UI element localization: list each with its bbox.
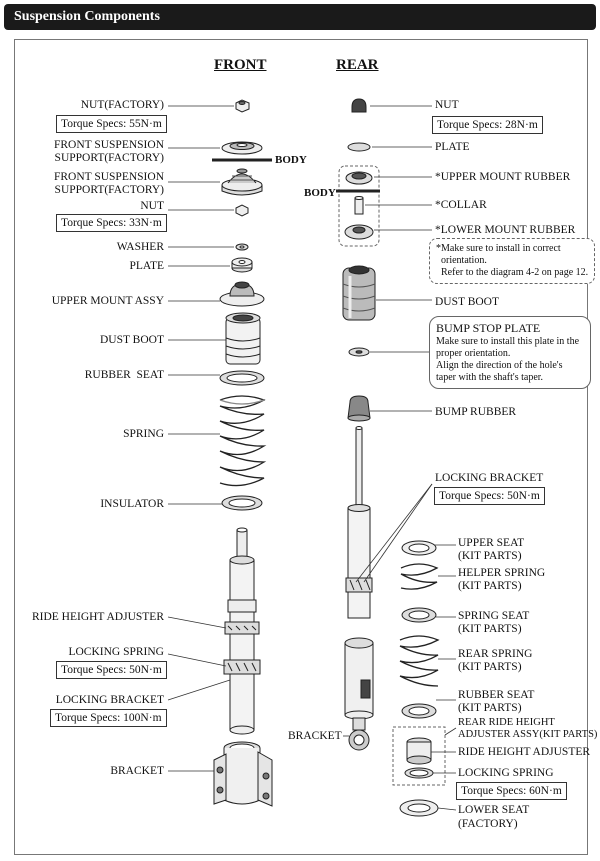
rear-rubber-seat-line1: RUBBER SEAT	[458, 689, 535, 701]
rear-column-heading: REAR	[336, 57, 379, 73]
front-washer-label: WASHER	[116, 241, 164, 253]
rear-bump-rubber-part	[348, 396, 370, 421]
rear-locking-spring-torque: Torque Specs: 60N·m	[456, 782, 567, 800]
front-nut-label: NUT	[140, 200, 164, 212]
rear-orientation-note	[429, 238, 595, 284]
front-bracket-label: BRACKET	[110, 765, 164, 777]
front-dust-boot-label: DUST BOOT	[99, 334, 164, 346]
front-nut-factory-torque: Torque Specs: 55N·m	[56, 115, 167, 133]
front-spring-part	[220, 396, 264, 486]
rear-plate-label: PLATE	[435, 141, 470, 153]
front-locking-bracket-label: LOCKING BRACKET	[55, 694, 164, 706]
bump-stop-text-1: Make sure to install this plate in the proper orientation.	[436, 336, 580, 359]
front-suspension-support-2-part	[222, 169, 262, 195]
rear-dust-boot-label: DUST BOOT	[435, 296, 500, 308]
front-support-1-line2: SUPPORT(FACTORY)	[54, 152, 164, 164]
rear-spring-seat-part	[402, 608, 436, 622]
rear-shock-part	[346, 427, 372, 619]
front-body-label: BODY	[275, 154, 307, 166]
front-locking-bracket-torque: Torque Specs: 100N·m	[50, 709, 167, 727]
rear-locking-bracket-torque: Torque Specs: 50N·m	[434, 487, 545, 505]
front-nut-torque: Torque Specs: 33N·m	[56, 214, 167, 232]
front-upper-mount-label: UPPER MOUNT ASSY	[51, 295, 164, 307]
rear-spring-seat-line1: SPRING SEAT	[458, 610, 530, 622]
front-nut-factory-label: NUT(FACTORY)	[80, 99, 164, 111]
rear-spring-line1: REAR SPRING	[458, 648, 533, 660]
rear-nut-label: NUT	[435, 99, 459, 111]
rear-bump-rubber-label: BUMP RUBBER	[435, 406, 517, 418]
front-nut-part	[236, 205, 248, 216]
rear-adjuster-assy-line2: ADJUSTER ASSY(KIT PARTS)	[458, 729, 598, 740]
front-insulator-label: INSULATOR	[100, 498, 164, 510]
front-dust-boot-part	[226, 313, 260, 364]
rear-lower-mount-rubber-part	[345, 225, 373, 239]
front-support-1-line1: FRONT SUSPENSION	[53, 139, 164, 151]
rear-bracket-label: BRACKET	[288, 730, 342, 742]
rear-collar-label: *COLLAR	[435, 199, 487, 211]
rear-dust-boot-part	[343, 266, 375, 320]
bump-stop-title: BUMP STOP PLATE	[436, 321, 541, 335]
rear-bracket-part	[345, 638, 373, 750]
front-rubber-seat-part	[220, 371, 264, 385]
rear-collar-part	[355, 197, 363, 215]
rear-lower-seat-line2: (FACTORY)	[458, 818, 518, 830]
rear-helper-spring-line2: (KIT PARTS)	[458, 580, 522, 592]
front-plate-label: PLATE	[129, 260, 164, 272]
front-shock-body-part	[224, 528, 260, 734]
rear-nut-part	[352, 99, 366, 112]
front-rubber-seat-label: RUBBER SEAT	[84, 369, 164, 381]
front-locking-spring-torque: Torque Specs: 50N·m	[56, 661, 167, 679]
rear-spring-seat-line2: (KIT PARTS)	[458, 623, 522, 635]
front-washer-part	[236, 244, 248, 250]
rear-locking-spring-label: LOCKING SPRING	[458, 767, 554, 779]
front-spring-label: SPRING	[123, 428, 164, 440]
front-nut-factory-part	[236, 100, 249, 112]
rear-locking-bracket-label: LOCKING BRACKET	[435, 472, 544, 484]
rear-lower-seat-part	[400, 800, 438, 816]
rear-bump-stop-plate-part	[349, 348, 369, 356]
bump-stop-text-2: Align the direction of the hole's taper with the shaft's taper.	[436, 360, 563, 383]
rear-upper-seat-line1: UPPER SEAT	[458, 537, 525, 549]
front-insulator-part	[222, 496, 262, 510]
front-ride-height-label: RIDE HEIGHT ADJUSTER	[31, 611, 164, 623]
rear-helper-spring-line1: HELPER SPRING	[458, 567, 546, 579]
rear-adjuster-assy-line1: REAR RIDE HEIGHT	[458, 717, 555, 728]
front-suspension-support-1-part	[222, 142, 262, 154]
front-support-2-line1: FRONT SUSPENSION	[53, 171, 164, 183]
front-bracket-part	[214, 742, 272, 806]
rear-plate-part	[348, 143, 370, 151]
rear-lower-seat-line1: LOWER SEAT	[458, 804, 530, 816]
bump-stop-plate-note	[429, 316, 591, 389]
rear-upper-mount-rubber-part	[346, 172, 372, 184]
note-line-3: Refer to the diagram 4-2 on page 12.	[436, 267, 589, 278]
rear-upper-seat-part	[402, 541, 436, 555]
section-title: Suspension Components	[14, 9, 160, 24]
rear-body-label: BODY	[304, 187, 336, 199]
front-plate-part	[232, 258, 252, 272]
front-support-2-line2: SUPPORT(FACTORY)	[54, 184, 164, 196]
rear-upper-seat-line2: (KIT PARTS)	[458, 550, 522, 562]
rear-locking-spring-part	[405, 768, 433, 778]
rear-spring-part	[400, 636, 438, 686]
rear-spring-line2: (KIT PARTS)	[458, 661, 522, 673]
rear-upper-mount-rubber-label: *UPPER MOUNT RUBBER	[435, 171, 571, 183]
rear-rubber-seat-line2: (KIT PARTS)	[458, 702, 522, 714]
rear-ride-height-label: RIDE HEIGHT ADJUSTER	[458, 746, 591, 758]
front-locking-spring-label: LOCKING SPRING	[68, 646, 164, 658]
rear-rubber-seat-part	[402, 704, 436, 718]
note-line-1: *Make sure to install in correct	[436, 243, 561, 254]
note-line-2: orientation.	[436, 255, 487, 266]
rear-ride-height-adjuster-part	[407, 738, 431, 764]
rear-helper-spring-part	[401, 564, 437, 589]
rear-nut-torque: Torque Specs: 28N·m	[432, 116, 543, 134]
front-column-heading: FRONT	[214, 57, 267, 73]
rear-lower-mount-rubber-label: *LOWER MOUNT RUBBER	[435, 224, 576, 236]
front-upper-mount-part	[220, 282, 264, 306]
